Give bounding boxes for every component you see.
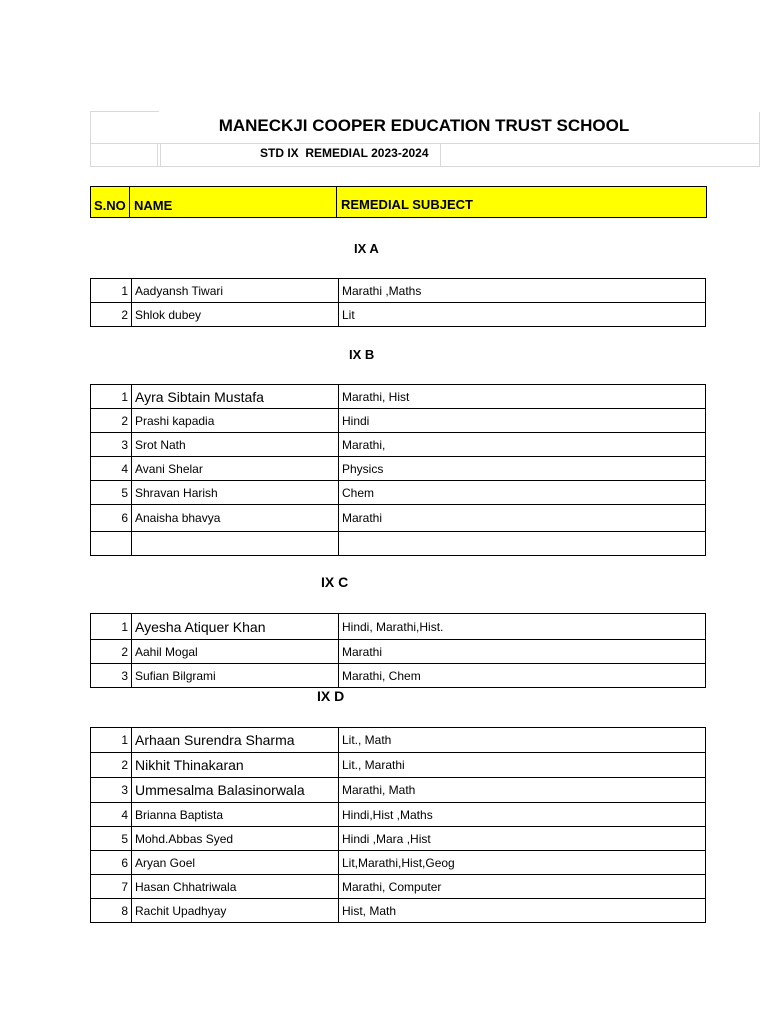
- std-title: STD IX REMEDIAL 2023-2024: [260, 146, 429, 160]
- column-header-row: [90, 186, 707, 218]
- table-row: 3 Srot Nath Marathi,: [91, 433, 706, 457]
- table-row: 2 Prashi kapadia Hindi: [91, 409, 706, 433]
- table-row: 3 Ummesalma Balasinorwala Marathi, Math: [91, 778, 706, 803]
- table-row: 6 Aryan Goel Lit,Marathi,Hist,Geog: [91, 851, 706, 875]
- table-row: 5 Shravan Harish Chem: [91, 481, 706, 505]
- table-row: 2 Aahil Mogal Marathi: [91, 640, 706, 664]
- table-row: 3 Sufian Bilgrami Marathi, Chem: [91, 664, 706, 688]
- table-ix-d: [90, 727, 706, 923]
- table-row: 7 Hasan Chhatriwala Marathi, Computer: [91, 875, 706, 899]
- section-label-ix-c: IX C: [321, 574, 349, 590]
- section-label-ix-d: IX D: [317, 688, 345, 704]
- school-title: MANECKJI COOPER EDUCATION TRUST SCHOOL: [218, 116, 630, 135]
- table-row: 5 Mohd.Abbas Syed Hindi ,Mara ,Hist: [91, 827, 706, 851]
- table-ix-b: [90, 384, 706, 556]
- table-row: [91, 532, 706, 556]
- table-row: 8 Rachit Upadhyay Hist, Math: [91, 899, 706, 923]
- table-row: 1 Aadyansh Tiwari Marathi ,Maths: [91, 279, 706, 303]
- section-label-ix-a: IX A: [354, 241, 379, 256]
- table-ix-c: [90, 613, 706, 688]
- col-subject: REMEDIAL SUBJECT: [341, 197, 473, 212]
- table-row: 1 Ayesha Atiquer Khan Hindi, Marathi,Hist.: [91, 614, 706, 640]
- table-row: 1 Arhaan Surendra Sharma Lit., Math: [91, 728, 706, 753]
- col-name: NAME: [134, 198, 173, 213]
- table-row: 1 Ayra Sibtain Mustafa Marathi, Hist: [91, 385, 706, 409]
- col-sno: S.NO: [94, 198, 126, 213]
- table-row: 2 Nikhit Thinakaran Lit., Marathi: [91, 753, 706, 778]
- table-row: 4 Avani Shelar Physics: [91, 457, 706, 481]
- table-row: 2 Shlok dubey Lit: [91, 303, 706, 327]
- table-row: 6 Anaisha bhavya Marathi: [91, 505, 706, 532]
- table-row: 4 Brianna Baptista Hindi,Hist ,Maths: [91, 803, 706, 827]
- section-label-ix-b: IX B: [349, 347, 375, 362]
- table-ix-a: [90, 278, 706, 327]
